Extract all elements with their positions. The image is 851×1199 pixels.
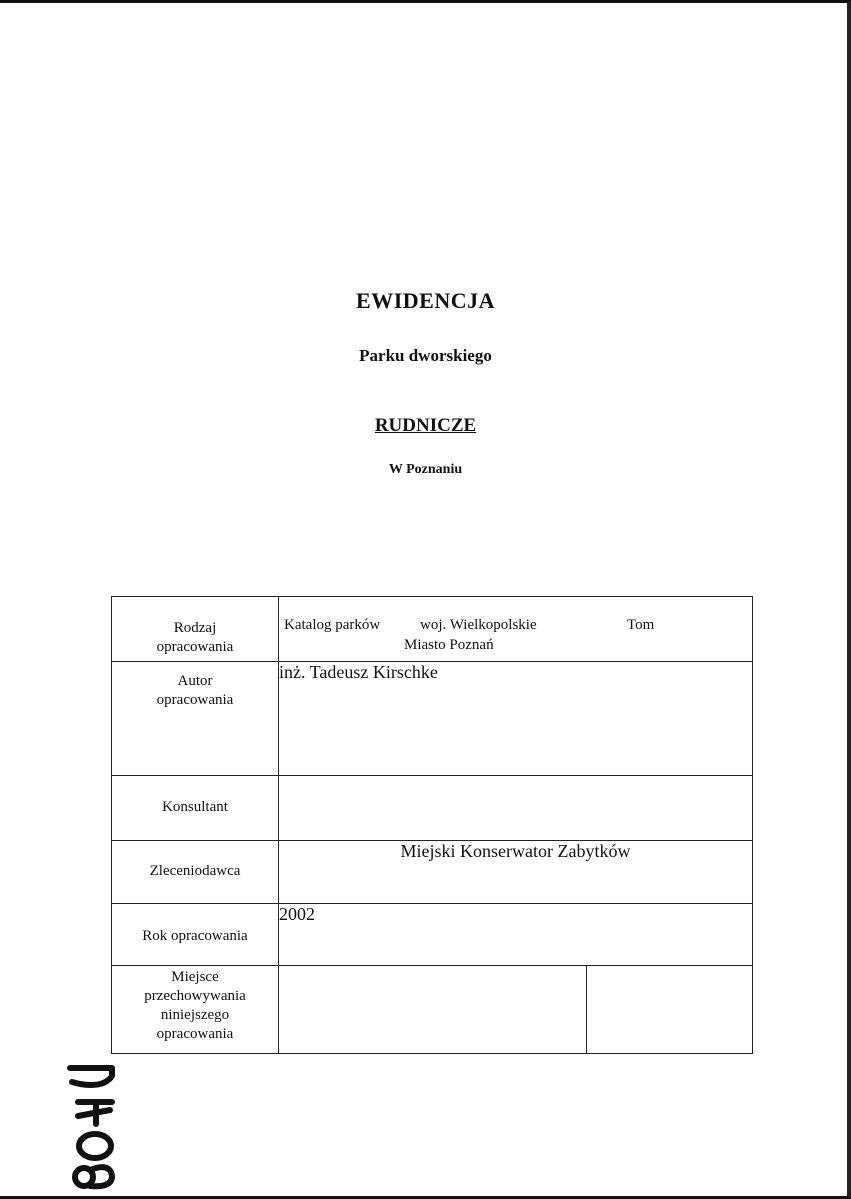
label-author	[112, 662, 279, 776]
document-title: EWIDENCJA	[356, 288, 495, 313]
table-row-author	[112, 662, 753, 776]
table-row-client	[112, 841, 753, 904]
handwritten-number-stamp	[60, 1058, 130, 1193]
client-value: Miejski Konserwator Zabytków	[279, 841, 753, 904]
table-row-consultant	[112, 776, 753, 841]
year-value: 2002	[279, 904, 753, 966]
label-year: Rok opracowania	[112, 904, 279, 966]
author-value: inż. Tadeusz Kirschke	[279, 662, 753, 776]
label-storage-line4: opracowania	[156, 1026, 234, 1042]
label-storage-line1: Miejsce	[171, 969, 219, 985]
document-subtitle: Parku dworskiego	[359, 346, 492, 365]
label-client: Zleceniodawca	[112, 841, 279, 904]
label-storage	[112, 966, 279, 1054]
catalog-text: Katalog parków	[284, 617, 381, 633]
table-row-storage	[112, 966, 753, 1054]
value-type	[279, 597, 753, 662]
consultant-value	[279, 776, 753, 841]
storage-extra	[587, 966, 753, 1054]
label-type-line1: Rodzaj	[173, 620, 217, 636]
label-storage-line2: przechowywania	[144, 988, 246, 1004]
label-author-line1: Autor	[177, 673, 213, 689]
voivodeship-text: woj. Wielkopolskie	[420, 617, 537, 633]
label-storage-line3: niniejszego	[160, 1007, 230, 1023]
metadata-table	[111, 596, 753, 1054]
table-row-type	[112, 597, 753, 662]
label-consultant: Konsultant	[112, 776, 279, 841]
label-type-line2: opracowania	[156, 639, 234, 655]
label-type	[112, 597, 279, 662]
city-text: Miasto Poznań	[404, 637, 494, 653]
storage-value	[279, 966, 587, 1054]
place-name: RUDNICZE	[374, 415, 477, 436]
label-author-line2: opracowania	[156, 692, 234, 708]
city-name: W Poznaniu	[388, 462, 463, 477]
volume-text: Tom	[627, 617, 655, 633]
table-row-year	[112, 904, 753, 966]
